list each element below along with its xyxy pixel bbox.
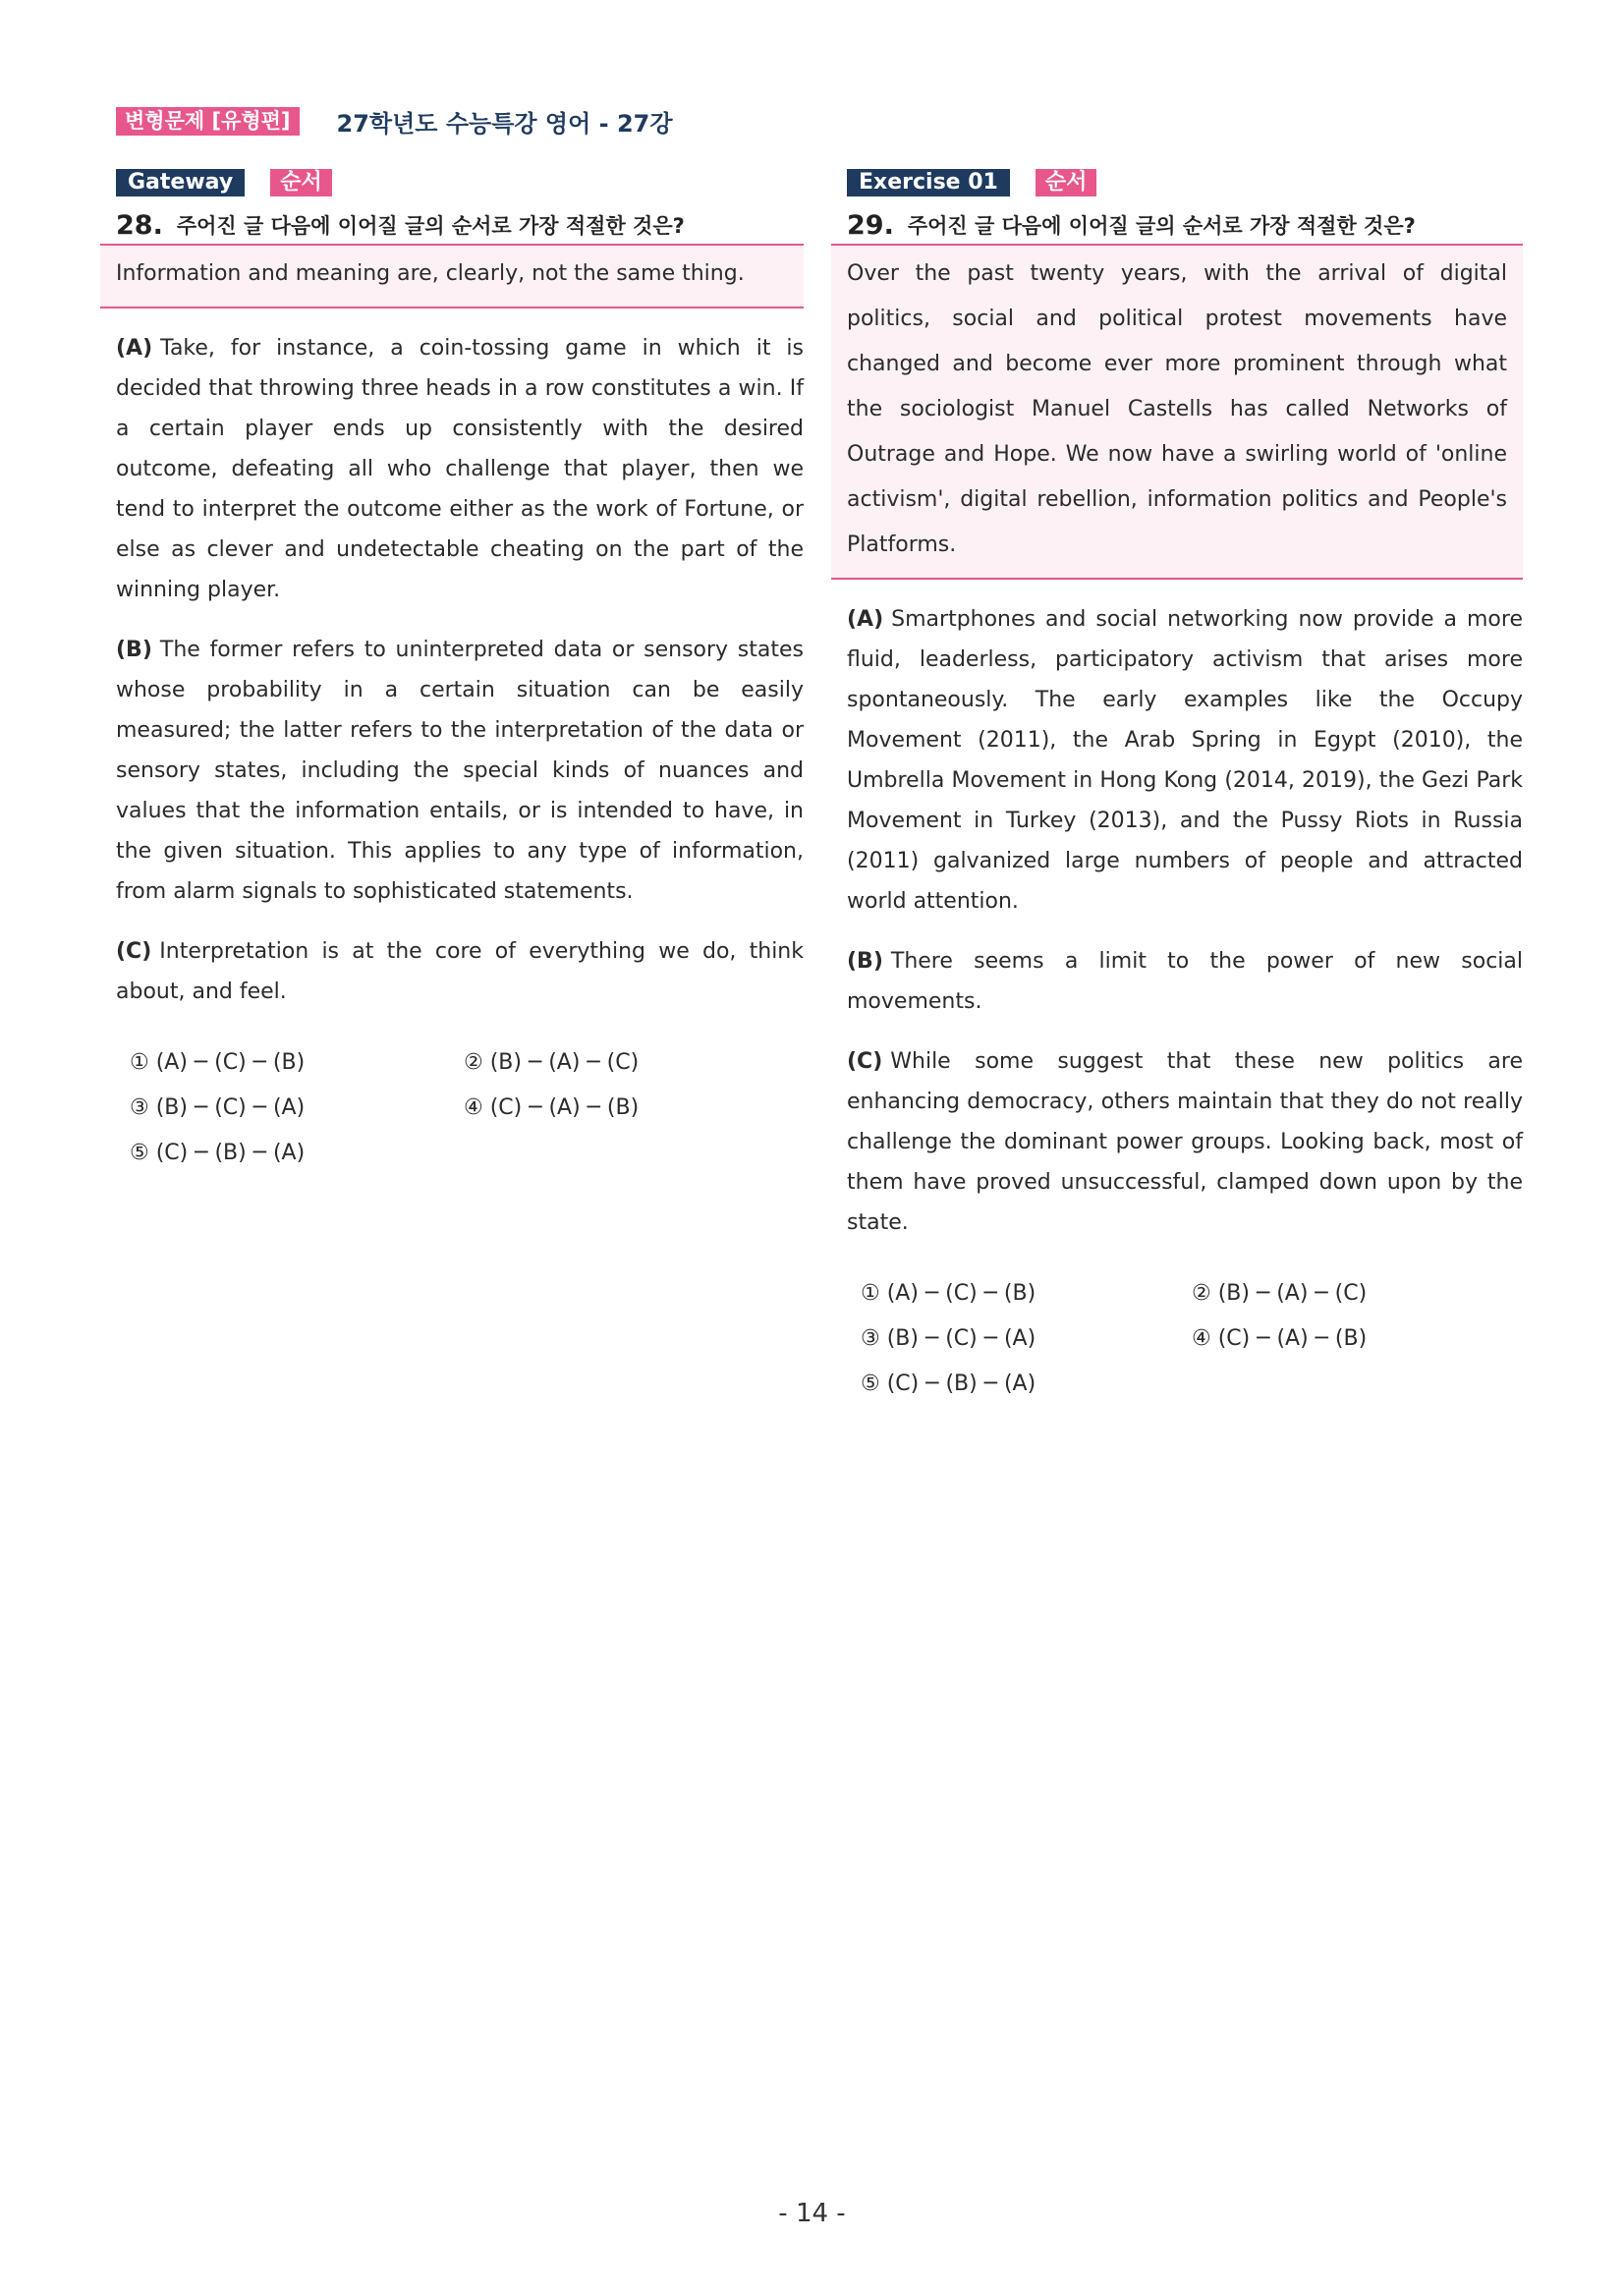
paragraph-text: Interpretation is at the core of everything we do, think about, and feel. (116, 939, 804, 1004)
page-number: - 14 - (778, 2199, 846, 2228)
choice-row (130, 1039, 804, 1085)
question-29 (847, 169, 1523, 1406)
type-tag: 순서 (1036, 169, 1097, 196)
paragraph-c (847, 1041, 1523, 1243)
paragraph-text: Smartphones and social networking now provide a more fluid, leaderless, participatory activism that arises more spontaneously. The early examples like the Occupy Movement (2011), the Arab Spring in Egypt (2010), the Umbrella Movement in Hong Kong (2014, 2019), the Gezi Park Movement in Turkey (2013), and the Pussy Riots in Russia (2011) galvanized large numbers of people and attracted world attention. (847, 607, 1523, 914)
paragraph-label: (B) (116, 638, 152, 662)
question-text: 주어진 글 다음에 이어질 글의 순서로 가장 적절한 것은? (907, 214, 1416, 238)
choice-5[interactable]: ⑤ (C) ─ (B) ─ (A) (861, 1371, 1036, 1396)
question-title (847, 206, 1523, 244)
paragraph-a (847, 599, 1523, 922)
header-tag: 변형문제 [유형편] (116, 107, 300, 136)
choice-1[interactable]: ① (A) ─ (C) ─ (B) (130, 1049, 306, 1075)
given-passage: Information and meaning are, clearly, not the same thing. (100, 244, 804, 308)
question-number: 29. (847, 209, 894, 241)
section-tag: Exercise 01 (847, 169, 1010, 196)
choice-row (861, 1316, 1523, 1361)
paragraph-text: While some suggest that these new politics are enhancing democracy, others maintain that they do not really challenge the dominant power groups. Looking back, most of them have proved unsuccessful, clamped down upon by the state. (847, 1049, 1523, 1235)
choice-row (861, 1270, 1523, 1316)
paragraph-label: (A) (116, 336, 153, 361)
paragraph-text: There seems a limit to the power of new social movements. (847, 949, 1523, 1014)
choice-3[interactable]: ③ (B) ─ (C) ─ (A) (130, 1094, 306, 1120)
choice-5[interactable]: ⑤ (C) ─ (B) ─ (A) (130, 1140, 306, 1165)
paragraph-text: Take, for instance, a coin-tossing game in which it is decided that throwing three heads in a row constitutes a win. If a certain player ends up consistently with the desired outcome, defeating all who challenge that player, then we tend to interpret the outcome either as the work of Fortune, or else as clever and undetectable cheating on the part of the winning player. (116, 336, 804, 602)
paragraph-a (116, 328, 804, 610)
choice-2[interactable]: ② (B) ─ (A) ─ (C) (1192, 1280, 1368, 1306)
choice-row (861, 1361, 1523, 1406)
answer-choices (861, 1270, 1523, 1406)
question-title (116, 206, 804, 244)
paragraph-b (116, 630, 804, 912)
paragraph-label: (C) (847, 1049, 883, 1074)
question-number: 28. (116, 209, 163, 241)
question-text: 주어진 글 다음에 이어질 글의 순서로 가장 적절한 것은? (176, 214, 685, 238)
given-passage: Over the past twenty years, with the arrival of digital politics, social and political protest movements have changed and become ever more prominent through what the sociologist Manuel Castells has called Networks of Outrage and Hope. We now have a swirling world of 'online activism', digital rebellion, information politics and People's Platforms. (831, 244, 1523, 580)
section-tag: Gateway (116, 169, 245, 196)
choice-1[interactable]: ① (A) ─ (C) ─ (B) (861, 1280, 1036, 1306)
question-tags (847, 169, 1523, 196)
choice-row (130, 1085, 804, 1130)
choice-4[interactable]: ④ (C) ─ (A) ─ (B) (1192, 1325, 1368, 1351)
page-header (116, 104, 673, 138)
paragraph-label: (C) (116, 939, 152, 964)
paragraph-c (116, 931, 804, 1012)
paragraph-text: The former refers to uninterpreted data or sensory states whose probability in a certain situation can be easily measured; the latter refers to the interpretation of the data or sensory states, including the special kinds of nuances and values that the information entails, or is intended to have, in the given situation. This applies to any type of information, from alarm signals to sophisticated statements. (116, 638, 804, 904)
choice-row (130, 1130, 804, 1175)
question-28 (116, 169, 804, 1175)
paragraph-b (847, 941, 1523, 1022)
header-title: 27학년도 수능특강 영어 - 27강 (336, 109, 673, 138)
answer-choices (130, 1039, 804, 1175)
choice-3[interactable]: ③ (B) ─ (C) ─ (A) (861, 1325, 1036, 1351)
type-tag: 순서 (270, 169, 332, 196)
paragraph-label: (B) (847, 949, 883, 974)
choice-2[interactable]: ② (B) ─ (A) ─ (C) (464, 1049, 640, 1075)
question-tags (116, 169, 804, 196)
paragraph-label: (A) (847, 607, 884, 632)
choice-4[interactable]: ④ (C) ─ (A) ─ (B) (464, 1094, 640, 1120)
